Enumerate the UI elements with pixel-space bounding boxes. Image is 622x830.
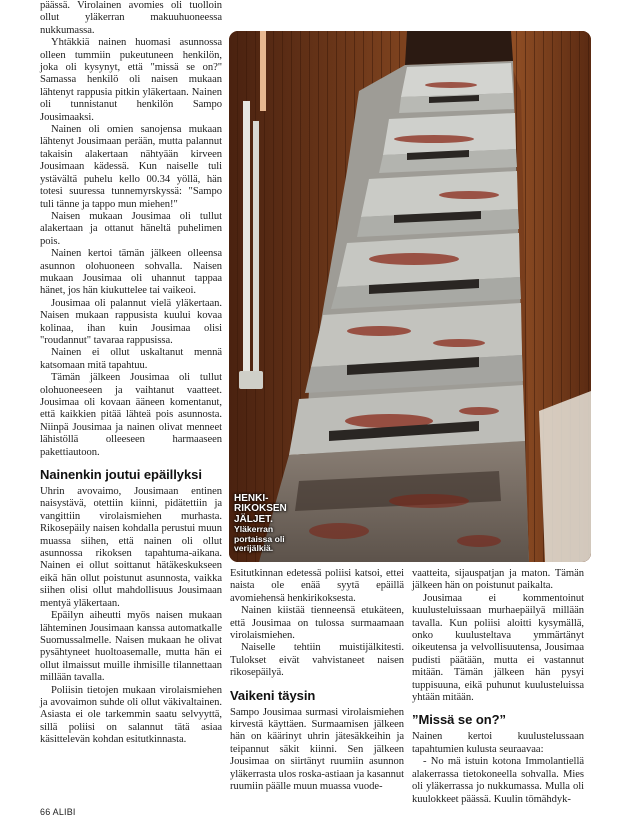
paragraph: päässä. Virolainen avomies oli tuolloin ollut yläkerran makuuhuoneessa nukkumassa.	[40, 0, 222, 36]
section-heading: Vaikeni täysin	[230, 687, 316, 703]
paragraph: Sampo Jousimaa surmasi virolaismiehen kirvestä käyttäen. Surmaamisen jälkeen hän on käärinyt uhrin jätesäkkeihin ja teipannut säkit kiinni. Sen jälkeen Jousimaa on siirtänyt ruumiin asunnon yläkerrasta ulos roska-astiaan ja kasannut ruumiin päälle muun muassa vuode-	[230, 706, 404, 793]
paragraph: Yhtäkkiä nainen huomasi asunnossa olleen tummiin pukeutuneen henkilön, joka oli kysynyt, että "missä se on?" Samassa henkilö oli naisen mukaan lähtenyt rappusia pitkin yläkertaan. Nainen oli tunnistanut henkilön Sampo Jousimaaksi.	[40, 37, 222, 123]
section-heading: ”Missä se on?”	[412, 712, 506, 728]
paragraph: Nainen kiistää tienneensä etukäteen, että Jousimaa on tulossa surmaamaan virolaismiehen.	[230, 605, 404, 642]
paragraph: Poliisin tietojen mukaan virolaismiehen ja avovaimon suhde oli ollut väkivaltainen. Asiasta ei ole tarkemmin saatu selvyyttä, sillä poliisi on salannut tätä asiaa käsittelevän kohdan esitutkinnasta.	[40, 684, 222, 746]
paragraph: Nainen kertoi kuulustelussaan tapahtumien kulusta seuraavaa:	[412, 731, 584, 755]
caption-title: HENKI-RIKOKSEN JÄLJET.	[234, 493, 287, 525]
paragraph: Tämän jälkeen Jousimaa oli tullut olohuoneeseen ja vaihtanut vaatteet. Jousimaa oli kovaan ääneen komentanut, että kaikkien pitää lähteä pois asunnosta. Niinpä Jousimaa ja nainen olivat menneet lähistöllä olleeseen harmaaseen pakettiautoon.	[40, 372, 222, 458]
section-heading: Nainenkin joutui epäillyksi	[40, 467, 202, 483]
paragraph: Naiselle tehtiin muistijälkitesti. Tulokset eivät vahvistaneet naisen rikosepäilyä.	[230, 642, 404, 679]
paragraph: Epäilyn aiheutti myös naisen mukaan lähteminen Jousimaan kanssa automatkalle Suomussalmelle. Naisen mukaan he olivat pysähtyneet huoltoasemalle, mutta hän ei ollut ilmaissut muille ihmisille tilannettaan millään tavalla.	[40, 610, 222, 684]
paragraph: - No mä istuin kotona Immolantiellä alakerrassa tietokoneella sohvalla. Mies oli yläkerrassa jo nukkumassa. Mulla oli kuulokkeet päässä. Kuulin tömähdyk-	[412, 756, 584, 805]
photo-caption	[234, 494, 304, 553]
paragraph: Jousimaa oli palannut vielä yläkertaan. Naisen mukaan rappusista kuului kovaa kolinaa, ihan kuin Jousimaa olisi "roudannut" tavaraa rappusissa.	[40, 297, 222, 346]
paragraph: vaatteita, sijauspatjan ja maton. Tämän jälkeen hän on poistunut paikalta.	[412, 568, 584, 592]
paragraph: Jousimaa ei kommentoinut kuulusteluissaan murhaepäilyä millään tavalla. Kun poliisi aloitti kysymällä, onko kuulusteltava ymmärtänyt oikeutensa ja velvollisuutensa, Jousimaa pudisti päätään, mutta ei vastannut mitään. Tämän jälkeen hän pysyi tuppisuuna, eikä puhunut kuulusteluissa yhtään mitään.	[412, 592, 584, 704]
paragraph: Nainen kertoi tämän jälkeen olleensa asunnon olohuoneen sohvalla. Naisen mukaan Jousimaa oli uhannut tappaa hänet, jos hän kiukuttelee tai vaikeoi.	[40, 248, 222, 297]
article-column-1	[40, 0, 222, 747]
paragraph: Nainen ei ollut uskaltanut mennä katsomaan mitä tapahtuu.	[40, 347, 222, 371]
paragraph: Uhrin avovaimo, Jousimaan entinen naisystävä, otettiin kiinni, pidätettiin ja vangittiin virolaismiehen murhasta. Rikosepäily naisen kohdalla perustui muun muassa siihen, että nainen oli ollut asunnossa rikoksen tapahtuma-aikana. Nainen ei ollut soittanut hätäkeskukseen eikä hän ollut poistunut asunnosta, vaikka siihen olisi ollut mahdollisuus Jousimaan mentyä yläkertaan.	[40, 486, 222, 609]
staircase-photo	[229, 31, 591, 562]
article-column-3	[412, 568, 584, 806]
article-column-2	[230, 568, 404, 794]
paragraph: Esitutkinnan edetessä poliisi katsoi, ettei naista ole enää syytä epäillä avomiehensä henkirikoksesta.	[230, 568, 404, 604]
paragraph: Nainen oli omien sanojensa mukaan lähtenyt Jousimaan perään, mutta palannut takaisin alakertaan nähtyään kirveen Jousimaan kädessä. Kun naiselle tuli ystävältä puhelu kello 00.34 yöllä, hän totesi suuressa tunnemyrskyssä: "Sampo tuli tänne ja tappo mun miehen!"	[40, 124, 222, 210]
paragraph: Naisen mukaan Jousimaa oli tullut alakertaan ja ottanut häneltä puhelimen pois.	[40, 210, 222, 247]
caption-text: Yläkerran portaissa oli verijälkiä.	[234, 524, 285, 554]
page-footer: 66 ALIBI	[40, 807, 76, 817]
